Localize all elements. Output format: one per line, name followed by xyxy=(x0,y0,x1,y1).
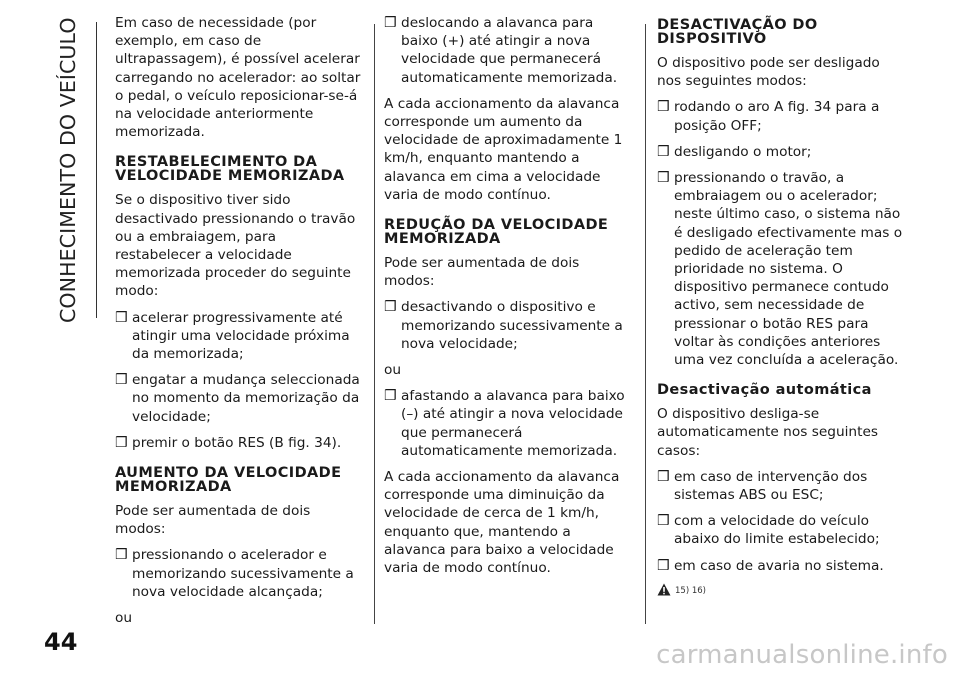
column-3 xyxy=(657,14,907,596)
deactivation-paragraph: O dispositivo pode ser desligado nos seguintes modos: xyxy=(657,55,880,90)
checkbox-bullet-icon: ❒ xyxy=(384,299,397,316)
heading-deactivation: DESACTIVAÇÃO DO DISPOSITIVO xyxy=(657,17,818,47)
list-item: ❒ em caso de intervenção dos sistemas ABS ou ESC; xyxy=(657,468,868,504)
warning-icon xyxy=(657,583,671,596)
list-item: ❒ desactivando o dispositivo e memorizando sucessivamente a nova velocidade; xyxy=(384,299,623,352)
list-item: ❒ em caso de avaria no sistema. xyxy=(657,557,884,574)
checkbox-bullet-icon: ❒ xyxy=(657,170,670,187)
list-item: ❒ pressionando o acelerador e memorizando sucessivamente a nova velocidade alcançada; xyxy=(115,547,354,600)
increase-note-paragraph: A cada accionamento da alavanca corresponde um aumento da velocidade de aproximadamente 1 km/h, enquanto mantendo a alavanca em cima a velocidade varia de modo contínuo. xyxy=(384,95,623,203)
column-2 xyxy=(384,14,634,585)
list-item: ❒ com a velocidade do veículo abaixo do limite estabelecido; xyxy=(657,513,880,548)
warning-notes xyxy=(657,583,907,596)
list-item: ❒ pressionando o travão, a embraiagem ou o acelerador; neste último caso, o sistema não é desligado efectivamente mas o pedido de aceleração tem prioridade no sistema. O dispositivo permanece contudo activo, sem necessidade de pressionar o botão RES para voltar às condições anteriores uma vez concluída a aceleração. xyxy=(657,170,903,369)
checkbox-bullet-icon: ❒ xyxy=(384,15,397,31)
reduce-note-paragraph: A cada accionamento da alavanca corresponde uma diminuição da velocidade de cerca de 1 km/h, enquanto que, mantendo a alavanca para baixo a velocidade varia de modo contínuo. xyxy=(384,469,620,577)
section-side-title: CONHECIMENTO DO VEÍCULO xyxy=(56,17,80,323)
checkbox-bullet-icon: ❒ xyxy=(115,372,128,389)
intro-paragraph: Em caso de necessidade (por exemplo, em caso de ultrapassagem), é possível acelerar carregando no acelerador: ao soltar o pedal, o veículo reposicionar-se-á na velocidade anteriormente memorizada. xyxy=(115,15,361,141)
heading-reset-speed: RESTABELECIMENTO DA VELOCIDADE MEMORIZADA xyxy=(115,154,345,185)
checkbox-bullet-icon: ❒ xyxy=(657,99,670,116)
checkbox-bullet-icon: ❒ xyxy=(115,309,128,326)
list-item: ❒ engatar a mudança seleccionada no momento da memorização da velocidade; xyxy=(115,372,360,425)
list-item: ❒ premir o botão RES (B fig. 34). xyxy=(115,434,342,451)
list-item: ❒ afastando a alavanca para baixo (–) até atingir a nova velocidade que permanecerá automaticamente memorizada. xyxy=(384,388,625,459)
heading-reduce-speed: REDUÇÃO DA VELOCIDADE MEMORIZADA xyxy=(384,217,609,248)
column-1 xyxy=(115,14,365,635)
checkbox-bullet-icon: ❒ xyxy=(657,557,670,574)
heading-auto-deactivation: Desactivação automática xyxy=(657,382,872,399)
checkbox-bullet-icon: ❒ xyxy=(115,434,128,451)
checkbox-bullet-icon: ❒ xyxy=(384,388,397,405)
side-divider xyxy=(96,22,97,318)
heading-increase-speed: AUMENTO DA VELOCIDADE MEMORIZADA xyxy=(115,465,342,496)
list-item: ❒ acelerar progressivamente até atingir uma velocidade próxima da memorizada; xyxy=(115,309,350,363)
increase-paragraph: Pode ser aumentada de dois modos: xyxy=(115,503,311,538)
checkbox-bullet-icon: ❒ xyxy=(657,468,670,485)
column-divider-2 xyxy=(645,24,646,624)
reduce-paragraph: Pode ser aumentada de dois modos: xyxy=(384,255,580,290)
reset-paragraph: Se o dispositivo tiver sido desactivado pressionando o travão ou a embraiagem, para restabelecer a velocidade memorizada proceder do seguinte modo: xyxy=(115,192,356,300)
column-divider-1 xyxy=(374,24,375,624)
site-watermark: carmanualsonline.info xyxy=(656,640,948,670)
checkbox-bullet-icon: ❒ xyxy=(115,547,128,564)
auto-paragraph: O dispositivo desliga-se automaticamente nos seguintes casos: xyxy=(657,406,879,459)
page-number: 44 xyxy=(44,628,78,656)
or-text: ou xyxy=(115,610,133,627)
checkbox-bullet-icon: ❒ xyxy=(657,143,670,160)
list-item: ❒ deslocando a alavanca para baixo (+) até atingir a nova velocidade que permanecerá automaticamente memorizada. xyxy=(384,15,618,86)
list-item: ❒ rodando o aro A fig. 34 para a posição OFF; xyxy=(657,99,880,134)
list-item: ❒ desligando o motor; xyxy=(657,143,812,160)
or-text: ou xyxy=(384,362,402,379)
checkbox-bullet-icon: ❒ xyxy=(657,513,670,530)
warning-note-refs: 15) 16) xyxy=(675,585,706,596)
